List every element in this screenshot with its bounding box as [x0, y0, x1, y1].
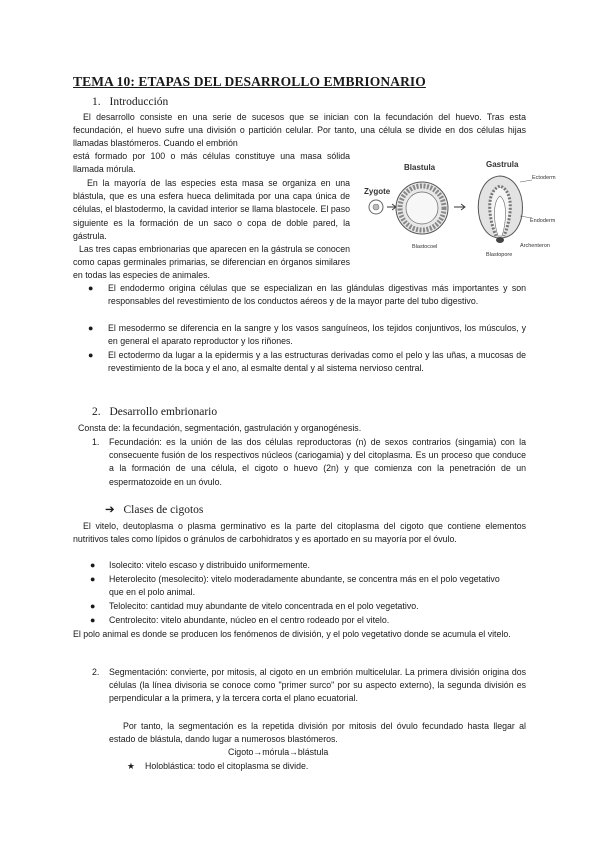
ectoderm-label: Ectoderm — [532, 175, 556, 181]
bullet-icon: ● — [90, 615, 96, 625]
vitelo-paragraph: El vitelo, deutoplasma o plasma germinativo es la parte del citoplasma del cigoto que contiene elementos nutritivos tales como lípidos o gránulos de carbohidratos y es aportado en su mayoría por el óvulo. — [73, 521, 526, 545]
intro-paragraph: El desarrollo consiste en una serie de sucesos que se inician con la fecundación del huevo. Tras esta fecundación, el huevo sufre una división o partición celular. Por tanto, una célula se divide en dos células hijas llamadas blastómeros. Cuando el embrión — [73, 112, 526, 149]
bullet-icon: ● — [90, 601, 96, 611]
polo-paragraph: El polo animal es donde se producen los fenómenos de división, y el polo vegetativo donde se acumula el vitelo. — [73, 629, 511, 639]
zygote-nucleus — [373, 204, 379, 210]
subheading-clases-cigotos — [105, 502, 203, 516]
numbered-item-number: 1. — [92, 437, 100, 447]
list-item: Isolecito: vitelo escaso y distribuido uniformemente. — [109, 560, 310, 570]
segmentacion-continued: Por tanto, la segmentación es la repetida división por mitosis del óvulo fecundado hasta llegar al estado de blástula, dando lugar a numerosos blastómeros. — [109, 721, 526, 745]
list-item: Heterolecito (mesolecito): vitelo moderadamente abundante, se concentra más en el polo vegetativo que en el polo animal. — [109, 574, 500, 598]
blastocoel-cavity — [406, 192, 438, 224]
intro-paragraph-continued: está formado por 100 o más células constituye una masa sólida llamada mórula. — [73, 151, 350, 175]
section-number: 2. — [92, 406, 101, 418]
archenteron-cavity — [495, 196, 506, 236]
list-item: Telolecito: cantidad muy abundante de vitelo concentrada en el polo vegetativo. — [109, 601, 419, 611]
blastocoel-label: Blastocoel — [412, 244, 438, 250]
segmentacion-item: Segmentación: convierte, por mitosis, al cigoto en un embrión multicelular. La primera división origina dos células (la línea divisoria se conoce como "primer surco" por su aspecto externo), la segunda división es perpendicular a la primera, y la tercera corta el plano ecuatorial. — [109, 667, 526, 704]
gastrula-label: Gastrula — [486, 160, 519, 169]
section-heading-desarrollo — [92, 406, 217, 418]
bullet-icon: ● — [88, 283, 94, 293]
star-icon: ★ — [127, 761, 135, 771]
section-heading-introduccion — [92, 96, 168, 108]
section-title: Desarrollo embrionario — [109, 406, 218, 418]
bullet-icon: ● — [88, 350, 94, 360]
holoblastica-item: Holoblástica: todo el citoplasma se divide. — [145, 761, 309, 771]
germ-layers-paragraph: Las tres capas embrionarias que aparecen en la gástrula se conocen como capas germinales primarias, se diferencian en órganos similares en todas las especies de animales. — [73, 244, 350, 281]
embryo-development-figure — [360, 152, 560, 262]
archenteron-label: Archenteron — [520, 243, 550, 249]
blastula-label: Blastula — [404, 163, 436, 172]
numbered-item-number: 2. — [92, 667, 100, 677]
bullet-icon: ● — [90, 574, 96, 584]
list-item: Centrolecito: vitelo abundante, núcleo en el centro rodeado por el vitelo. — [109, 615, 390, 625]
page-title: TEMA 10: ETAPAS DEL DESARROLLO EMBRIONARIO — [73, 74, 426, 89]
blastopore — [496, 237, 504, 243]
blastopore-label: Blastopore — [486, 252, 513, 258]
endoderm-label: Endoderm — [530, 218, 556, 224]
arrow-icon — [387, 204, 396, 210]
blastula-paragraph: En la mayoría de las especies esta masa se organiza en una blástula, que es una esfera hueca delimitada por una capa única de células, el blastodermo, la cavidad interior se llama blastocele. El paso siguiente es la formación de un saco o copa de doble pared, la gástrula. — [73, 178, 350, 241]
section-title: Introducción — [109, 96, 169, 108]
arrow-icon: ➔ — [105, 504, 115, 516]
list-item: El mesodermo se diferencia en la sangre y los vasos sanguíneos, los tejidos conjuntivos, los músculos, y en general el aparato reproductor y los riñones. — [108, 323, 526, 347]
segmentation-sequence: Cigoto→mórula→blástula — [228, 747, 329, 757]
bullet-icon: ● — [88, 323, 94, 333]
section-number: 1. — [92, 96, 101, 108]
ectoderm-pointer — [520, 180, 532, 182]
list-item: El ectodermo da lugar a la epidermis y a las estructuras derivadas como el pelo y las uñas, a mucosas de revestimiento de la boca y el ano, al esmalte dental y al sistema nervioso central. — [108, 350, 526, 374]
desarrollo-intro: Consta de: la fecundación, segmentación, gastrulación y organogénesis. — [78, 423, 362, 433]
arrow-icon — [454, 204, 465, 210]
fecundacion-item: Fecundación: es la unión de las dos células reproductoras (n) de sexos contrarios (singamia) con la consecuente fusión de los respectivos núcleos (cariogamia) y del citoplasma. Es un proceso que conduce a la formación de una célula, el cigoto o huevo (2n) y que comienza con la penetración de un espermatozoide en un óvulo. — [109, 437, 526, 487]
list-item: El endodermo origina células que se especializan en las glándulas digestivas más importantes y son responsables del revestimiento de los conductos aéreos y de la mayor parte del tubo digestivo. — [108, 283, 526, 307]
bullet-icon: ● — [90, 560, 96, 570]
subheading-title: Clases de cigotos — [123, 504, 204, 516]
zygote-label: Zygote — [364, 187, 391, 196]
